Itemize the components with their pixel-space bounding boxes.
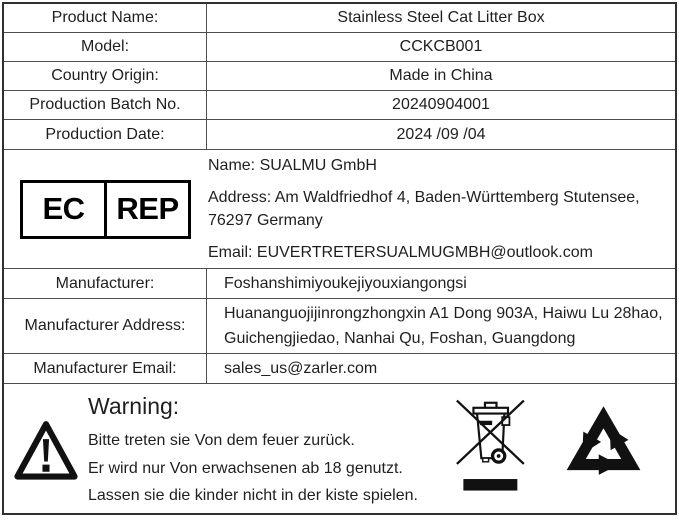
warning-line: Lassen sie die kinder nicht in der kiste spielen. (88, 487, 418, 504)
ec-rep-icon (20, 180, 191, 239)
row-value: 20240904001 (392, 96, 490, 113)
table-row-manufacturer-address (4, 299, 675, 354)
ec-rep-address: Address: Am Waldfriedhof 4, Baden-Württemberg Stutensee, 76297 Germany (208, 189, 640, 229)
ec-rep-logo-wrap (4, 150, 208, 268)
warning-section (4, 384, 675, 513)
row-label: Manufacturer: (4, 269, 207, 298)
row-value: Made in China (389, 67, 493, 84)
recycling-mobius-icon (556, 403, 651, 493)
warning-icon-wrap (4, 384, 88, 513)
ec-rep-details (208, 150, 675, 268)
row-label: Product Name: (4, 4, 207, 32)
row-label: Country Origin: (4, 62, 207, 90)
ec-rep-name: Name: SUALMU GmbH (208, 157, 377, 174)
row-value: Huananguojijinrongzhongxin A1 Dong 903A, Haiwu Lu 28hao, Guichengjiedao, Nanhai Qu, Foshan, Guangdong (224, 305, 663, 347)
weee-bin-icon-wrap (454, 397, 526, 513)
warning-line: Bitte treten sie Von dem feuer zurück. (88, 432, 355, 449)
warning-line: Er wird nur Von erwachsenen ab 18 genutzt. (88, 459, 403, 477)
table-row-batch-no (4, 91, 675, 120)
ec-rep-section (4, 150, 675, 269)
table-row-model (4, 33, 675, 62)
row-label: Manufacturer Address: (4, 299, 207, 353)
product-label-table (2, 2, 677, 515)
row-label: Model: (4, 33, 207, 61)
table-row-manufacturer-email (4, 354, 675, 384)
row-value: 2024 /09 /04 (396, 125, 486, 143)
row-value: Foshanshimiyoukejiyouxiangongsi (224, 275, 467, 292)
warning-text-block (88, 384, 452, 513)
table-row-product-name (4, 4, 675, 33)
row-label: Production Date: (4, 120, 207, 149)
row-value: Stainless Steel Cat Litter Box (337, 9, 545, 26)
warning-triangle-icon (12, 418, 80, 482)
row-label: Manufacturer Email: (4, 354, 207, 383)
table-row-production-date (4, 120, 675, 150)
table-row-manufacturer (4, 269, 675, 299)
ec-rep-email: Email: EUVERTRETERSUALMUGMBH@outlook.com (208, 244, 593, 261)
recycling-icon-wrap (556, 403, 651, 513)
ec-rep-logo-ec: EC (23, 183, 107, 236)
table-row-country-origin (4, 62, 675, 91)
warning-title: Warning: (88, 393, 180, 419)
row-value: CCKCB001 (399, 38, 483, 55)
row-label: Production Batch No. (4, 91, 207, 119)
row-value: sales_us@zarler.com (224, 360, 378, 377)
ec-rep-logo-rep: REP (116, 191, 179, 226)
weee-crossed-bin-icon (454, 397, 526, 492)
